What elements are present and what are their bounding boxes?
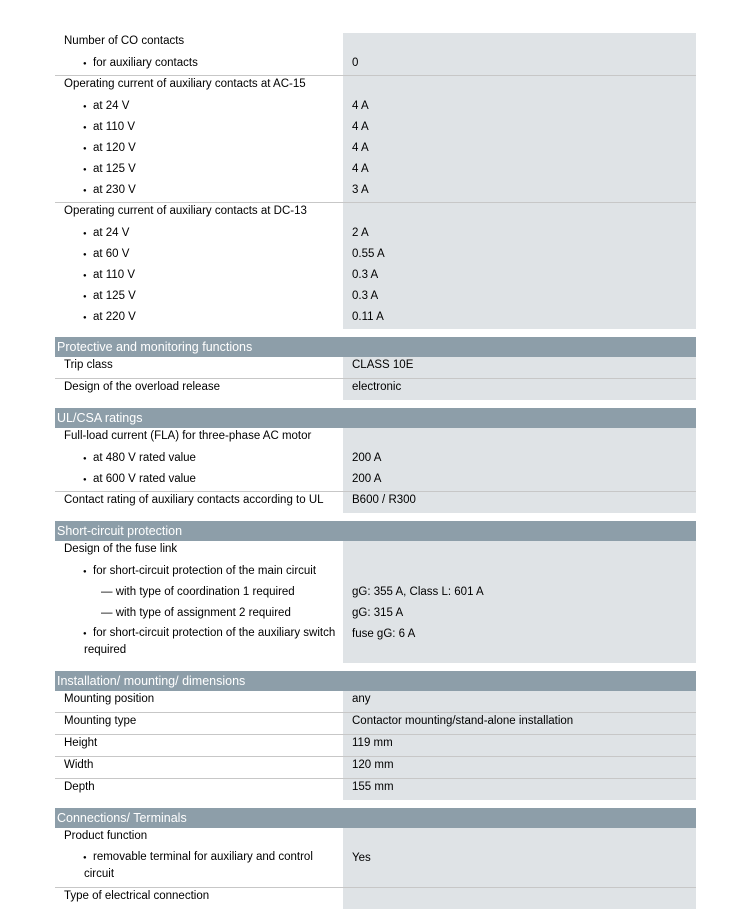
spec-value: fuse gG: 6 A (352, 628, 416, 640)
spec-sub-label: ● at 480 V rated value (64, 449, 343, 470)
spec-label: Mounting position (64, 693, 155, 705)
datasheet (55, 33, 696, 909)
spec-sub-label: ● at 600 V rated value (64, 470, 343, 491)
spec-row (55, 691, 696, 712)
spec-label: Width (64, 759, 94, 771)
spec-sub-label: ● for short-circuit protection of the auxiliary switch required (64, 625, 343, 663)
spec-value: 4 A (352, 142, 369, 154)
spec-value: gG: 315 A (352, 607, 404, 619)
spec-value: any (352, 693, 371, 705)
spec-sub-label: ● at 110 V (64, 266, 343, 287)
spec-sub-sub-label: — with type of coordination 1 required (101, 586, 295, 598)
spec-sub-label: ● at 220 V (64, 308, 343, 329)
spec-label: Design of the fuse link (64, 543, 178, 555)
spec-sub-sub-label: — with type of assignment 2 required (101, 607, 291, 619)
spec-group-product-function (55, 828, 696, 887)
spec-sub-label: ● for short-circuit protection of the main circuit (64, 562, 343, 583)
spec-sub-label: ● at 24 V (64, 224, 343, 245)
spec-value: 200 A (352, 473, 382, 485)
spec-value: 0 (352, 57, 359, 69)
spec-value: 155 mm (352, 781, 394, 793)
spec-label: Product function (64, 830, 148, 842)
spec-value: 0.55 A (352, 248, 385, 260)
spec-value: 2 A (352, 227, 369, 239)
section-header-installation: Installation/ mounting/ dimensions (55, 671, 696, 691)
spec-sub-label: ● at 110 V (64, 118, 343, 139)
spec-value: 0.3 A (352, 290, 379, 302)
spec-sub-label: ● at 125 V (64, 287, 343, 308)
spec-label: Contact rating of auxiliary contacts according to UL (64, 494, 324, 506)
spec-value: 4 A (352, 163, 369, 175)
spec-value: 3 A (352, 184, 369, 196)
section-header-connections: Connections/ Terminals (55, 808, 696, 828)
spec-group-ac15 (55, 75, 696, 202)
spec-value: CLASS 10E (352, 359, 414, 371)
spec-row (55, 887, 696, 909)
spec-sub-label: ● for auxiliary contacts (64, 54, 343, 75)
spec-label: Full-load current (FLA) for three-phase AC motor (64, 430, 312, 442)
spec-sub-label: ● at 125 V (64, 160, 343, 181)
spec-value: Yes (352, 852, 371, 864)
spec-label: Operating current of auxiliary contacts at AC-15 (64, 78, 306, 90)
spec-value: 4 A (352, 121, 369, 133)
spec-value: B600 / R300 (352, 494, 416, 506)
spec-value: 120 mm (352, 759, 394, 771)
spec-value: 0.11 A (352, 311, 384, 323)
spec-value: gG: 355 A, Class L: 601 A (352, 586, 484, 598)
spec-sub-label: ● at 120 V (64, 139, 343, 160)
spec-label: Type of electrical connection (64, 890, 210, 902)
spec-label: Design of the overload release (64, 381, 220, 393)
spec-row (55, 756, 696, 778)
spec-row (55, 378, 696, 400)
spec-group-fuse-link (55, 541, 696, 663)
section-header-ul-csa: UL/CSA ratings (55, 408, 696, 428)
section-header-protective: Protective and monitoring functions (55, 337, 696, 357)
spec-row (55, 712, 696, 734)
spec-row (55, 357, 696, 378)
spec-group-fla (55, 428, 696, 491)
spec-label: Operating current of auxiliary contacts at DC-13 (64, 205, 307, 217)
spec-row (55, 778, 696, 800)
spec-value: 4 A (352, 100, 369, 112)
spec-sub-label: ● at 60 V (64, 245, 343, 266)
spec-label: Mounting type (64, 715, 137, 727)
spec-group-co-contacts (55, 33, 696, 75)
spec-value (352, 888, 696, 909)
spec-label: Height (64, 737, 98, 749)
spec-row (55, 491, 696, 513)
spec-label: Depth (64, 781, 95, 793)
spec-sub-label: ● removable terminal for auxiliary and control circuit (64, 849, 343, 887)
spec-value: Contactor mounting/stand-alone installation (352, 715, 574, 727)
section-header-short-circuit: Short-circuit protection (55, 521, 696, 541)
spec-sub-label: ● at 24 V (64, 97, 343, 118)
spec-group-dc13 (55, 202, 696, 329)
spec-label: Number of CO contacts (64, 35, 185, 47)
spec-value: electronic (352, 381, 402, 393)
spec-value: 119 mm (352, 737, 393, 749)
spec-label: Trip class (64, 359, 113, 371)
spec-value: 200 A (352, 452, 382, 464)
spec-sub-label: ● at 230 V (64, 181, 343, 202)
spec-row (55, 734, 696, 756)
spec-value: 0.3 A (352, 269, 379, 281)
